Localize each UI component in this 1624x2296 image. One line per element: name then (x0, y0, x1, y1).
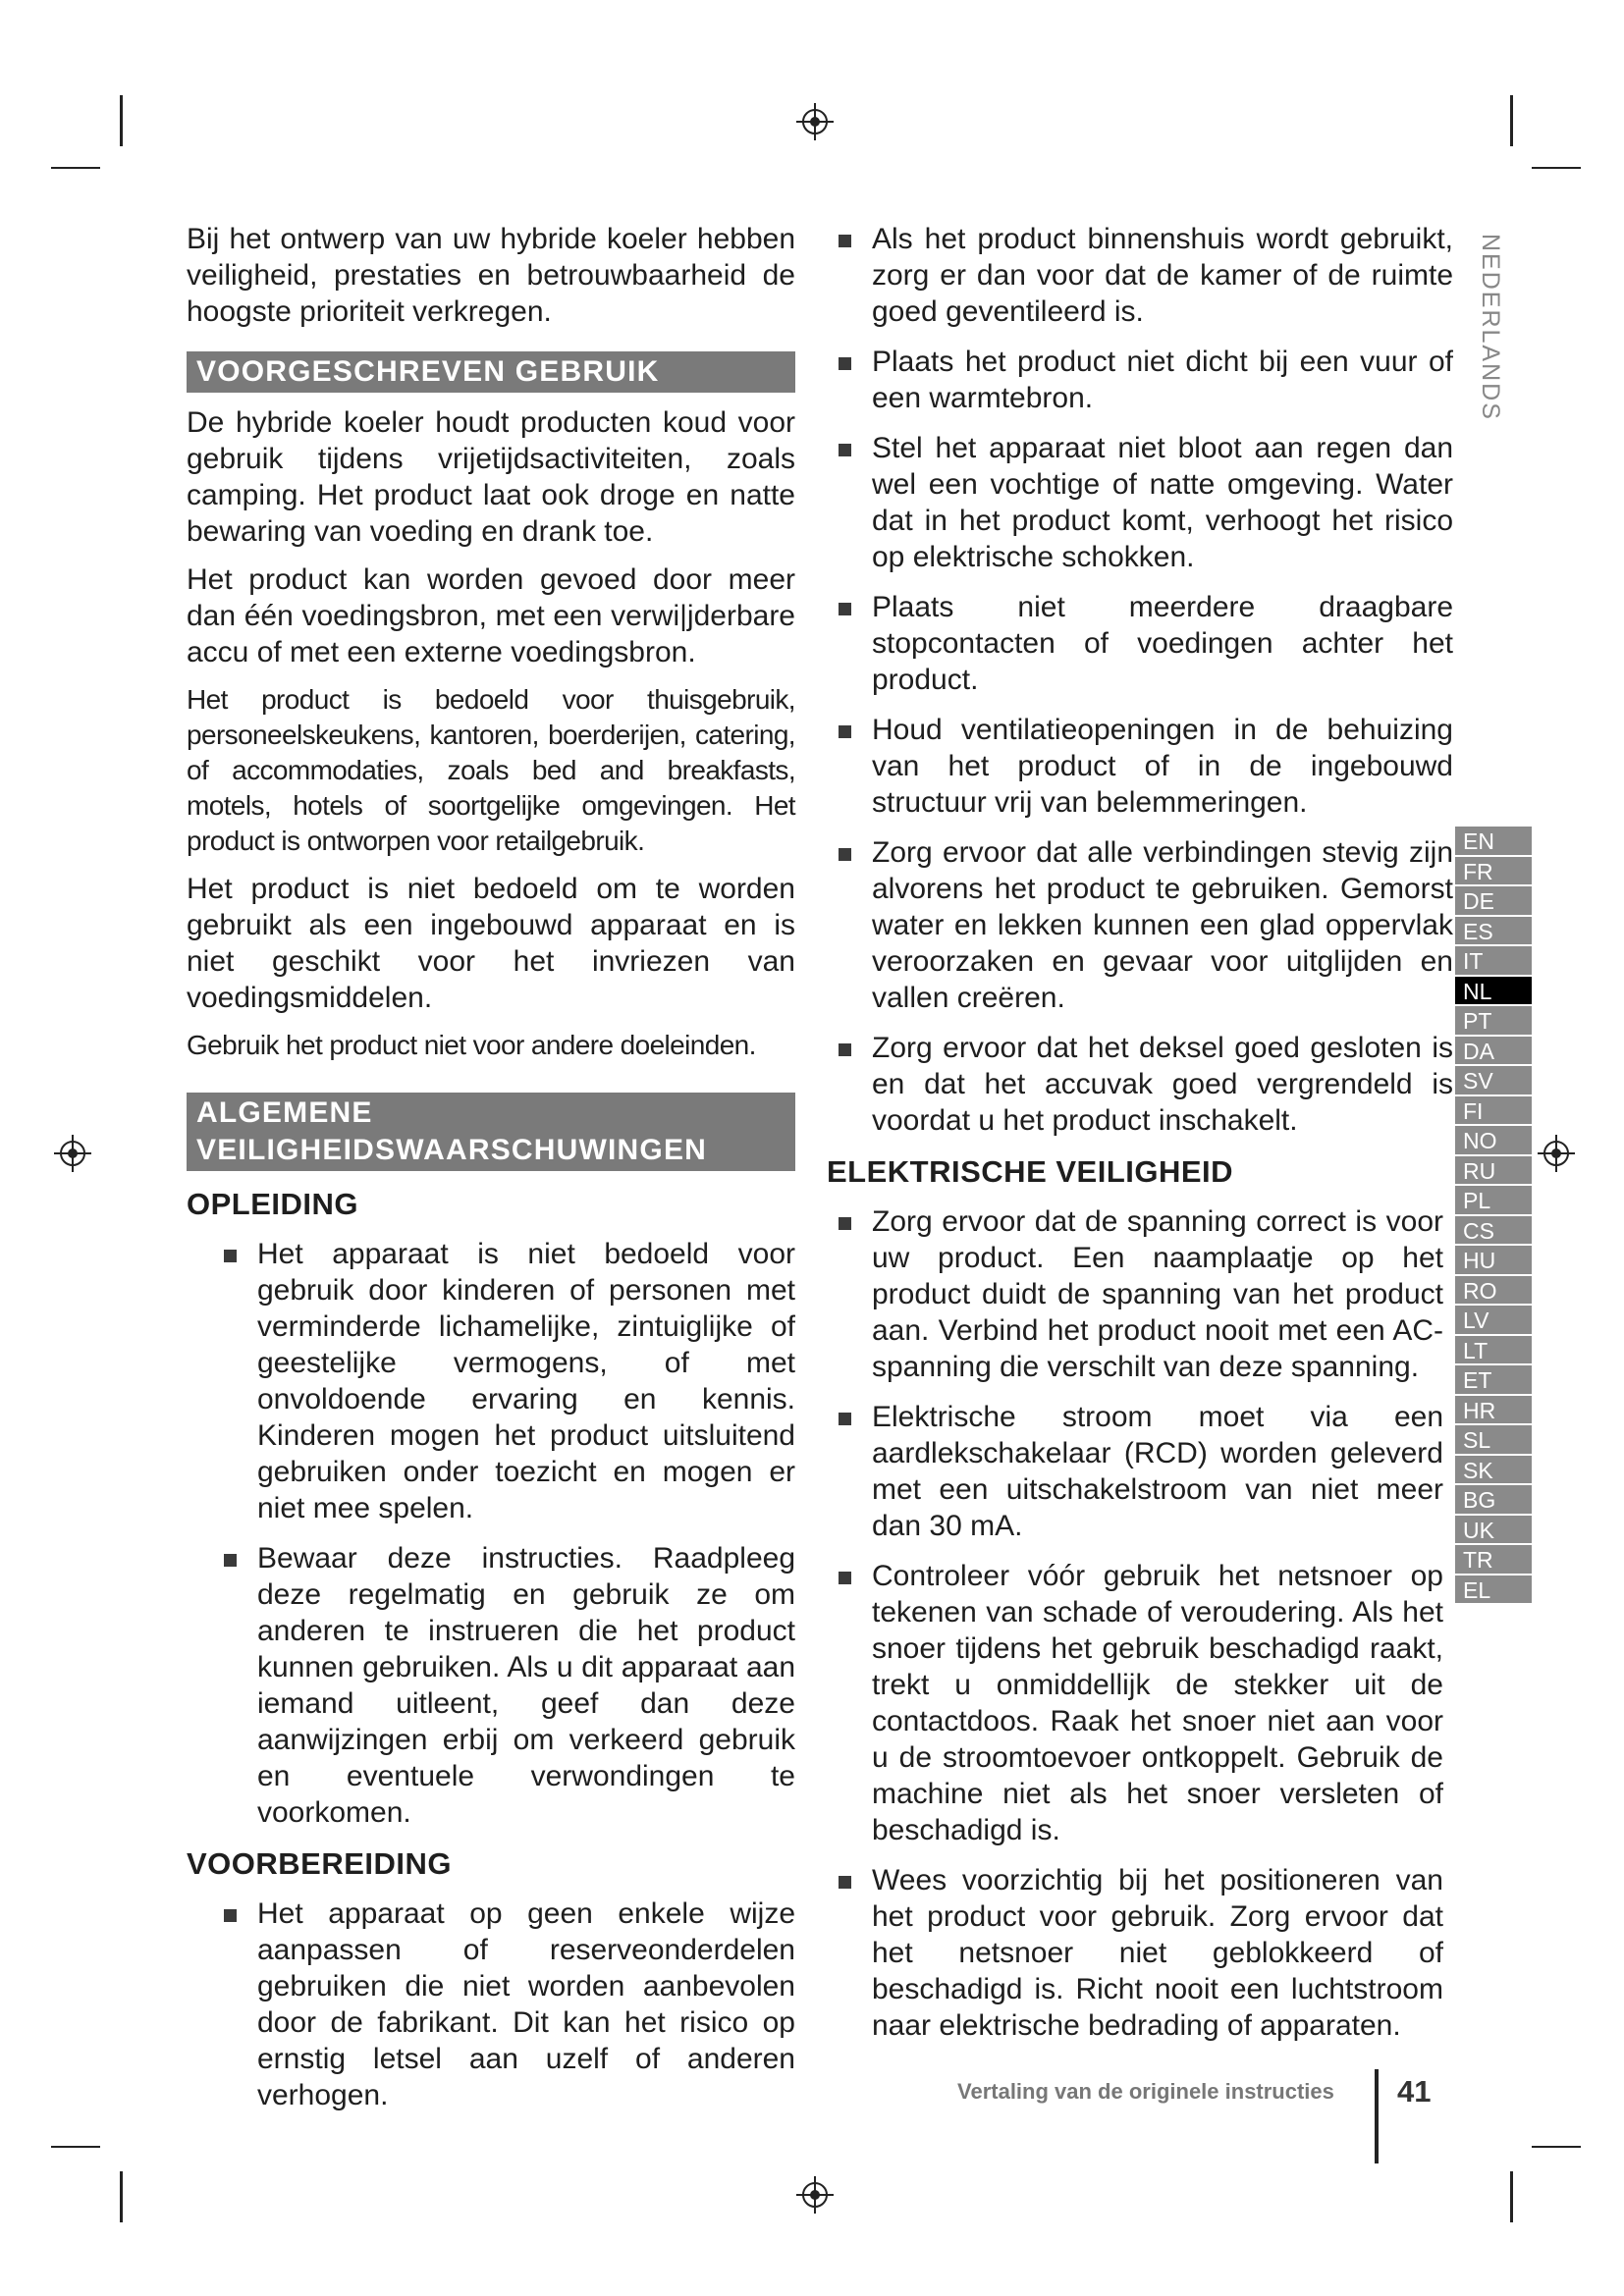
language-tab[interactable]: EN (1455, 827, 1532, 857)
language-tab[interactable]: BG (1455, 1485, 1532, 1516)
intended-use-paragraph: Het product is bedoeld voor thuisgebruik, personeelskeukens, kantoren, boerderijen, catering, of accommodaties, zoals bed and breakfasts, motels, hotels of soortgelijke omgevingen. Het product is ontworpen voor retailgebruik. (187, 684, 795, 856)
language-tab[interactable]: PT (1455, 1006, 1532, 1037)
page-number: 41 (1397, 2074, 1432, 2109)
bullet-icon (839, 1572, 851, 1584)
footer-text: Vertaling van de originele instructies (957, 2079, 1334, 2104)
intended-use-paragraph: Het product kan worden gevoed door meer dan één voedingsbron, met een verwi|jderbare accu of met een externe voedingsbron. (187, 563, 795, 668)
general-safety-heading-line: VEILIGHEIDSWAARSCHUWINGEN (196, 1134, 708, 1166)
list-item-text: Plaats het product niet dicht bij een vuur of een warmtebron. (872, 346, 1453, 414)
crop-mark (1510, 95, 1513, 146)
bullet-icon (224, 1250, 237, 1262)
registration-mark-icon (54, 1135, 91, 1172)
bullet-icon (839, 848, 851, 861)
language-tab[interactable]: CS (1455, 1216, 1532, 1247)
intended-use-heading: VOORGESCHREVEN GEBRUIK (187, 351, 795, 393)
list-item (222, 1896, 795, 2113)
crop-mark (120, 95, 123, 146)
crop-mark (1532, 167, 1581, 169)
bullet-icon (839, 603, 851, 615)
registration-mark-icon (796, 2176, 834, 2214)
list-item-text: Stel het apparaat niet bloot aan regen dan wel een vochtige of natte omgeving. Water dat in het product komt, verhoogt het risico op elektrische schokken. (872, 432, 1453, 573)
language-tab[interactable]: TR (1455, 1545, 1532, 1575)
training-list (187, 1236, 795, 1831)
bullet-icon (839, 1876, 851, 1889)
preparation-heading: VOORBEREIDING (187, 1846, 453, 1881)
training-heading: OPLEIDING (187, 1187, 359, 1221)
language-tab[interactable]: IT (1455, 946, 1532, 977)
language-tab[interactable]: SL (1455, 1425, 1532, 1456)
footer-divider (1375, 2069, 1379, 2163)
list-item-text: Houd ventilatieopeningen in de behuizing van het product of in de ingebouwd structuur vrij van belemmeringen. (872, 714, 1453, 819)
language-tab[interactable]: LT (1455, 1336, 1532, 1366)
list-item (222, 1540, 795, 1831)
list-item-text: Controleer vóór gebruik het netsnoer op tekenen van schade of veroudering. Als het snoer tijdens het gebruik beschadigd raakt, trekt u onmiddellijk de stekker uit de contactdoos. Raak het snoer niet aan voor u de stroomtoevoer ontkoppelt. Gebruik de machine niet als het snoer versleten of beschadigd is. (872, 1560, 1443, 1846)
bullet-icon (839, 725, 851, 738)
intended-use-paragraph: Het product is niet bedoeld om te worden gebruikt als een ingebouwd apparaat en is niet geschikt voor het invriezen van voedingsmiddelen. (187, 873, 795, 1014)
crop-mark (1510, 2171, 1513, 2222)
list-item (837, 430, 1453, 575)
crop-mark (51, 167, 100, 169)
language-tab[interactable]: SK (1455, 1456, 1532, 1486)
language-tab[interactable]: FI (1455, 1096, 1532, 1127)
list-item-text: Plaats niet meerdere draagbare stopcontacten of voedingen achter het product. (872, 591, 1453, 696)
list-item (837, 589, 1453, 698)
language-tab[interactable]: DE (1455, 886, 1532, 917)
list-item (837, 712, 1453, 821)
bullet-icon (224, 1909, 237, 1922)
left-column (187, 221, 795, 2127)
language-tab[interactable]: PL (1455, 1186, 1532, 1216)
language-tab[interactable]: HU (1455, 1246, 1532, 1276)
bullet-icon (839, 235, 851, 247)
bullet-icon (839, 1217, 851, 1230)
registration-mark-icon (796, 103, 834, 140)
list-item (837, 834, 1453, 1016)
list-item (837, 1862, 1443, 2044)
language-tab[interactable]: SV (1455, 1066, 1532, 1096)
language-tab[interactable]: FR (1455, 857, 1532, 887)
electrical-heading: ELEKTRISCHE VEILIGHEID (827, 1154, 1234, 1189)
bullet-icon (839, 1413, 851, 1425)
general-safety-heading (187, 1093, 795, 1171)
list-item (222, 1236, 795, 1526)
language-tab-active[interactable]: NL (1455, 977, 1532, 1007)
crop-mark (51, 2146, 100, 2148)
language-tab[interactable]: ET (1455, 1365, 1532, 1396)
language-tab[interactable]: RO (1455, 1276, 1532, 1307)
right-column (827, 221, 1475, 2057)
list-item (837, 221, 1453, 330)
language-side-title: NEDERLANDS (1477, 234, 1504, 421)
language-tab[interactable]: ES (1455, 917, 1532, 947)
list-item-text: Als het product binnenshuis wordt gebruikt, zorg er dan voor dat de kamer of de ruimte goed geventileerd is. (872, 223, 1453, 328)
list-item-text: Zorg ervoor dat het deksel goed gesloten is en dat het accuvak goed vergrendeld is voordat u het product inschakelt. (872, 1032, 1453, 1137)
language-tab[interactable]: RU (1455, 1156, 1532, 1187)
intended-use-paragraph: Gebruik het product niet voor andere doeleinden. (187, 1030, 756, 1060)
intended-use-paragraph: De hybride koeler houdt producten koud voor gebruik tijdens vrijetijdsactiviteiten, zoals camping. Het product laat ook droge en natte bewaring van voeding en drank toe. (187, 406, 795, 548)
language-tabs (1455, 827, 1532, 1605)
list-item (837, 1203, 1443, 1385)
list-item-text: Zorg ervoor dat de spanning correct is voor uw product. Een naamplaatje op het product duidt de spanning van het product aan. Verbind het product nooit met een AC-spanning die verschilt van deze spanning. (872, 1205, 1443, 1383)
language-tab[interactable]: NO (1455, 1126, 1532, 1156)
crop-mark (1532, 2146, 1581, 2148)
language-tab[interactable]: UK (1455, 1516, 1532, 1546)
list-item-text: Het apparaat is niet bedoeld voor gebruik door kinderen of personen met verminderde lichamelijke, zintuiglijke of geestelijke vermogens, of met onvoldoende ervaring en kennis. Kinderen mogen het product uitsluitend gebruiken onder toezicht en mogen er niet mee spelen. (257, 1238, 795, 1524)
bullet-icon (839, 357, 851, 370)
list-item-text: Bewaar deze instructies. Raadpleeg deze regelmatig en gebruik ze om anderen te instrueren die het product kunnen gebruiken. Als u dit apparaat aan iemand uitleent, geef dan deze aanwijzingen erbij om verkeerd gebruik en eventuele verwondingen te voorkomen. (257, 1542, 795, 1829)
list-item-text: Elektrische stroom moet via een aardlekschakelaar (RCD) worden geleverd met een uitschakelstroom van niet meer dan 30 mA. (872, 1401, 1443, 1542)
list-item-text: Het apparaat op geen enkele wijze aanpassen of reserveonderdelen gebruiken die niet worden aanbevolen door de fabrikant. Dit kan het risico op ernstig letsel aan uzelf of anderen verhogen. (257, 1897, 795, 2111)
list-item (837, 1399, 1443, 1544)
general-safety-heading-line: ALGEMENE (196, 1096, 373, 1129)
list-item (837, 1030, 1453, 1139)
language-tab[interactable]: LV (1455, 1306, 1532, 1336)
list-item (837, 344, 1453, 416)
list-item-text: Zorg ervoor dat alle verbindingen stevig zijn alvorens het product te gebruiken. Gemorst water en lekken kunnen een glad oppervlak veroorzaken en gevaar voor uitglijden en vallen creëren. (872, 836, 1453, 1014)
electrical-list (837, 1203, 1443, 2044)
crop-mark (120, 2171, 123, 2222)
bullet-icon (839, 1043, 851, 1056)
language-tab[interactable]: HR (1455, 1396, 1532, 1426)
safety-list (837, 221, 1453, 1139)
list-item-text: Wees voorzichtig bij het positioneren van het product voor gebruik. Zorg ervoor dat het netsnoer niet geblokkeerd of beschadigd is. Richt nooit een luchtstroom naar elektrische bedrading of apparaten. (872, 1864, 1443, 2042)
bullet-icon (224, 1554, 237, 1567)
registration-mark-icon (1538, 1135, 1575, 1172)
language-tab[interactable]: EL (1455, 1575, 1532, 1606)
bullet-icon (839, 444, 851, 456)
intro-paragraph: Bij het ontwerp van uw hybride koeler hebben veiligheid, prestaties en betrouwbaarheid de hoogste prioriteit verkregen. (187, 223, 795, 328)
preparation-list (187, 1896, 795, 2113)
list-item (837, 1558, 1443, 1848)
language-tab[interactable]: DA (1455, 1037, 1532, 1067)
